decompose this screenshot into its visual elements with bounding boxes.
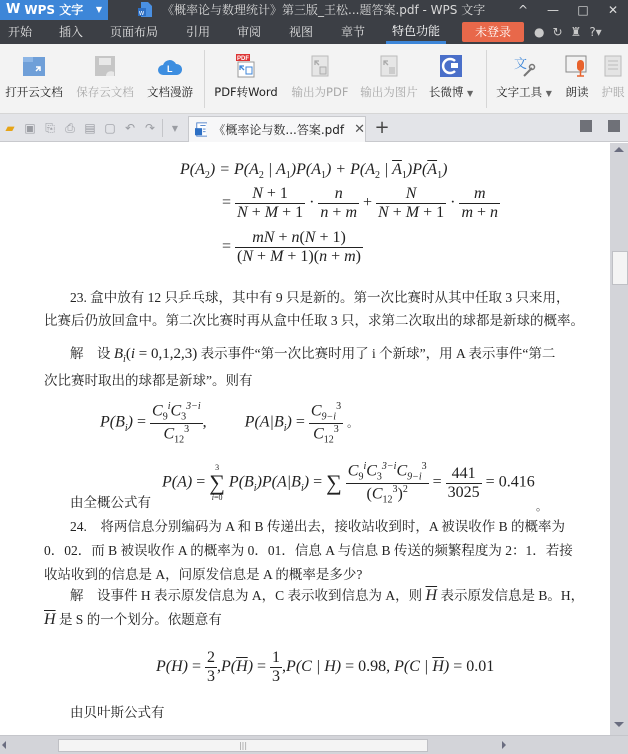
document-tab-label: 《概率论与数...答案.pdf — [213, 123, 345, 137]
read-aloud-button[interactable] — [560, 44, 594, 114]
solution-23-text: 表示事件“第一次比赛时用了 i 个新球”，用 A 表示事件“第二 — [200, 346, 556, 361]
redo-icon[interactable]: ↷ — [144, 121, 156, 135]
equation-p-a2-step2: = $\frac{N + 1}{N + M + 1}$ · $\frac{n}{n + m}$ + $\frac{N}{N + M + 1}$ · $\frac{m}{m + n}$ — [222, 185, 499, 221]
question-24-line-1: 24. 将两信息分别编码为 A 和 B 传递出去，接收站收到时，A 被误收作 B 的概率为 — [70, 519, 566, 534]
horizontal-scrollbar[interactable] — [0, 735, 628, 754]
question-24-line-3: 收站收到的信息是 A，问原发信息是 A 的概率是多少? — [44, 567, 363, 582]
app-name: WPS 文字 — [24, 3, 84, 17]
equation-p-a: P(A) = 3 ∑ i=0 $P(B_i)P(A|B_i)$ = ∑ $\frac{C_9^iC_3^{3-i}C_{9-i}^3}{(C_{12}^3)^2}$ = $\frac{441}{3025}$ = 0.416 — [162, 461, 535, 506]
save-cloud-doc-label: 保存云文档 — [76, 85, 134, 99]
solution-24-text-b: 表示原发信息是 B。H， — [440, 588, 585, 603]
folder-cloud-icon — [22, 55, 46, 77]
open-cloud-doc-button[interactable] — [2, 44, 66, 114]
horizontal-scroll-thumb[interactable]: ||| — [58, 739, 428, 752]
long-weibo-label: 长微博 — [428, 85, 464, 99]
ribbon-divider — [486, 50, 487, 108]
pdf-to-word-label: PDF转Word — [214, 85, 278, 99]
equation-p-bi: $P(B_i)$ = $\frac{C_9^iC_3^{3-i}}{C_{12}^3}$ , $P(A|B_i)$ = $\frac{C_{9-i}^3}{C_{12}^3}$ 。 — [100, 401, 359, 446]
chevron-down-icon: ▼ — [467, 89, 474, 98]
save-icon[interactable]: ▣ — [24, 121, 36, 135]
eye-care-label: 护眼 — [601, 85, 625, 99]
text-tools-icon — [512, 54, 536, 78]
eye-care-button[interactable] — [596, 44, 628, 114]
window-list-icon[interactable] — [608, 120, 620, 132]
menu-bar — [0, 20, 628, 44]
text-tools-label: 文字工具 — [496, 85, 543, 99]
equation-p-a2-step3: = $\frac{mN + n(N + 1)}{(N + M + 1)(n + m)}$ — [222, 229, 361, 265]
export-pdf-label: 输出为PDF — [291, 85, 349, 99]
long-weibo-button[interactable] — [426, 44, 476, 114]
svg-text:文: 文 — [514, 57, 528, 72]
toolbar-divider — [162, 119, 163, 137]
eye-care-icon — [603, 55, 623, 77]
svg-text:PDF: PDF — [237, 56, 249, 62]
pdf-to-word-icon — [235, 54, 257, 78]
ribbon-toolbar — [0, 44, 628, 114]
text-tools-button[interactable] — [492, 44, 556, 114]
undo-icon[interactable]: ↶ — [124, 121, 136, 135]
total-probability-label: 由全概公式有 — [70, 495, 151, 510]
collapse-ribbon-button[interactable]: ^ — [517, 3, 529, 17]
scroll-down-icon[interactable] — [614, 722, 624, 727]
doc-roaming-label: 文档漫游 — [147, 85, 193, 99]
save-cloud-icon — [94, 55, 116, 77]
svg-text:L: L — [167, 64, 173, 74]
question-23-line-1: 23. 盒中放有 12 只乒乓球，其中有 9 只是新的。第一次比赛时从其中任取 3 只来用， — [70, 290, 570, 305]
weibo-icon — [440, 55, 462, 77]
shirt-icon[interactable]: ♜ — [570, 25, 582, 39]
tab-references[interactable]: 引用 — [185, 25, 210, 39]
new-tab-button[interactable]: + — [374, 117, 390, 138]
export-pdf-icon[interactable]: ⎘ — [45, 120, 55, 135]
question-23-line-2: 比赛后仍放回盒中。第二次比赛时再从盒中任取 3 只，求第二次取出的球都是新球的概率。 — [44, 313, 584, 328]
chevron-down-icon: ▼ — [545, 89, 552, 98]
document-file-icon — [195, 122, 207, 137]
export-pdf-button[interactable] — [288, 44, 352, 114]
export-image-label: 输出为图片 — [360, 85, 418, 99]
tab-review[interactable]: 审阅 — [236, 25, 261, 39]
h-bar-symbol: $\overline{H}$ — [44, 611, 56, 628]
close-tab-icon[interactable]: ✕ — [354, 122, 365, 137]
vertical-scrollbar[interactable] — [610, 143, 628, 735]
svg-text:w: w — [139, 10, 145, 17]
result-denominator: 3025 — [447, 483, 480, 501]
scroll-up-icon[interactable] — [614, 147, 624, 152]
cloud-icon — [157, 56, 183, 76]
minimize-button[interactable]: — — [547, 3, 559, 17]
document-file-icon — [138, 2, 152, 17]
result-numerator: 441 — [446, 465, 482, 484]
result-value: = 0.416 — [485, 473, 535, 491]
maximize-button[interactable]: □ — [577, 3, 589, 17]
solution-23-line-2: 次比赛时取出的球都是新球”。则有 — [44, 373, 253, 388]
tab-insert[interactable]: 插入 — [58, 25, 83, 39]
close-button[interactable]: ✕ — [607, 3, 619, 17]
app-menu-button[interactable] — [0, 0, 108, 20]
tab-chapter[interactable]: 章节 — [340, 25, 365, 39]
solution-24-text-c: 是 S 的一个划分。依题意有 — [58, 612, 222, 627]
vertical-scroll-thumb[interactable] — [612, 251, 628, 285]
help-icon[interactable]: ?▾ — [589, 25, 602, 39]
chevron-down-icon: ▼ — [95, 5, 102, 14]
cloud-sync-icon[interactable] — [580, 120, 592, 132]
refresh-icon[interactable]: ↻ — [552, 25, 563, 39]
print-icon[interactable]: ⎙ — [65, 120, 75, 135]
document-page — [0, 143, 610, 735]
solution-prefix: 解 设 — [70, 346, 111, 361]
tab-special-features[interactable]: 特色功能 — [386, 20, 446, 44]
scroll-right-icon[interactable] — [502, 741, 506, 749]
shield-icon[interactable]: ● — [534, 25, 545, 39]
window-title: 《概率论与数理统计》第三版_王松...题答案.pdf - WPS 文字 — [162, 3, 486, 17]
period-mark: 。 — [536, 501, 547, 513]
export-image-icon — [379, 55, 399, 77]
doc-roaming-button[interactable] — [142, 44, 198, 114]
solution-24-line-2 — [44, 608, 222, 632]
question-24-line-2: 0．02．而 B 被误收作 A 的概率为 0．01．信息 A 与信息 B 传送的频繁程度为 2：1．若接 — [44, 543, 573, 558]
open-folder-icon[interactable]: ▰ — [5, 121, 15, 135]
login-button[interactable]: 未登录 — [462, 22, 524, 42]
equation-priors: P(H) = $\frac{2}{3}$ $,P(\overline{H})$ = $\frac{1}{3}$ ,P(C | H) = 0.98, P(C | $\overline{H}) = 0.01$ — [156, 649, 495, 685]
bayes-label: 由贝叶斯公式有 — [70, 705, 165, 720]
save-cloud-doc-button[interactable] — [72, 44, 138, 114]
equation-p-a2: $P(A_2) = P(A_2$ | $A_1)P(A_1) + P(A_2$ | $\overline{A}_1)P(\overline{A}_1)$ — [180, 161, 448, 182]
scroll-left-icon[interactable] — [2, 741, 6, 749]
open-cloud-doc-label: 打开云文档 — [5, 85, 63, 99]
pdf-to-word-button[interactable] — [210, 44, 282, 114]
find-icon[interactable]: ▢ — [104, 121, 116, 135]
export-image-button[interactable] — [356, 44, 422, 114]
print-preview-icon[interactable]: ▤ — [84, 121, 96, 135]
title-bar — [0, 0, 628, 20]
ribbon-divider — [204, 50, 205, 108]
customize-dropdown-icon[interactable]: ▼ — [171, 123, 179, 133]
read-aloud-icon — [565, 54, 589, 78]
solution-24-text-a: 解 设事件 H 表示原发信息为 A，C 表示收到信息为 A，则 — [70, 588, 423, 603]
solution-24-line-1 — [70, 584, 584, 608]
document-tab[interactable] — [188, 116, 366, 142]
tab-view[interactable]: 视图 — [288, 25, 313, 39]
wps-logo-icon: W — [6, 2, 21, 17]
h-bar-symbol: $\overline{H}$ — [425, 587, 438, 604]
solution-23-line-1 — [70, 342, 555, 372]
tab-page-layout[interactable]: 页面布局 — [109, 25, 158, 39]
quick-access-bar — [0, 114, 628, 142]
read-aloud-label: 朗读 — [565, 85, 589, 99]
b-i-definition: $B_i(i = 0,1,2,3)$ — [113, 346, 198, 365]
tab-home[interactable]: 开始 — [7, 25, 32, 39]
export-pdf-icon — [310, 55, 330, 77]
